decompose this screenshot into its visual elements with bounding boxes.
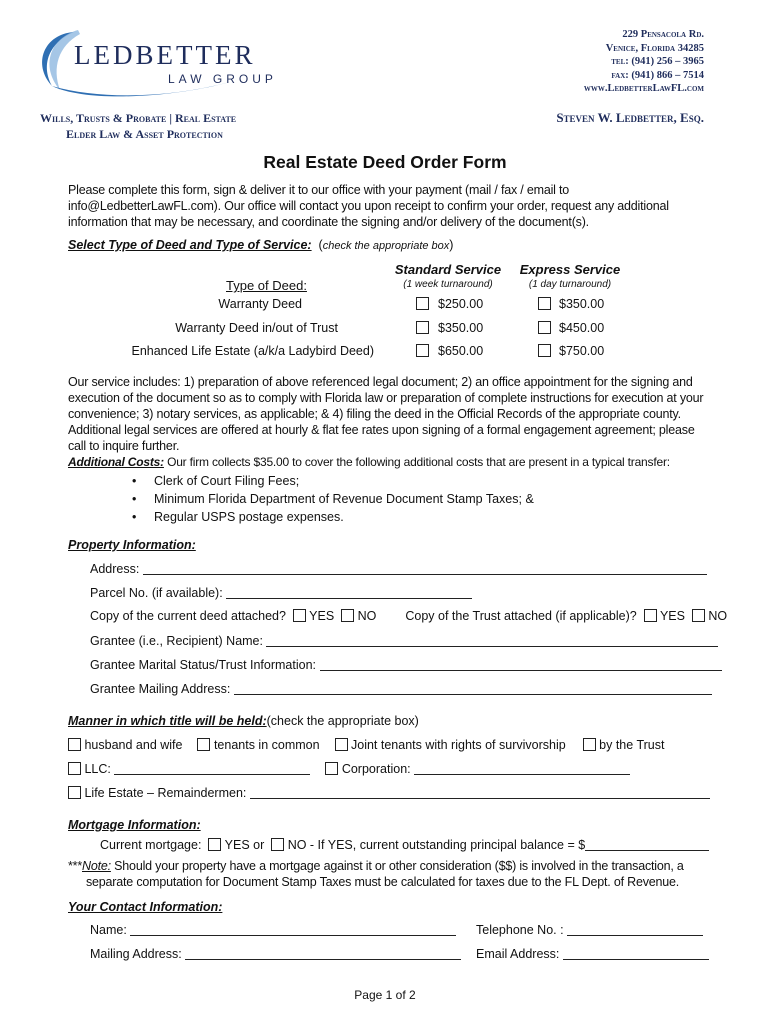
- select-deed-note: check the appropriate box: [322, 240, 450, 252]
- address-fax: fax: (941) 866 – 7514: [611, 69, 704, 81]
- mortgage-current-label: Current mortgage:: [100, 838, 202, 852]
- standard-checkbox[interactable]: [416, 321, 429, 334]
- mortgage-note: [68, 858, 708, 890]
- name-label: Name:: [90, 923, 127, 937]
- standard-turnaround: (1 week turnaround): [403, 279, 493, 290]
- express-checkbox[interactable]: [538, 321, 551, 334]
- tenants-common-label: tenants in common: [213, 738, 320, 752]
- express-price: $350.00: [559, 297, 605, 311]
- address-label: Address:: [90, 562, 140, 576]
- col-express-heading: [512, 262, 628, 290]
- tenants-common-checkbox[interactable]: [197, 738, 210, 751]
- title-held-label: Manner in which title will be held:: [68, 714, 267, 728]
- grantee-mail-label: Grantee Mailing Address:: [90, 682, 231, 696]
- name-input[interactable]: [130, 924, 456, 936]
- grantee-input[interactable]: [266, 635, 718, 647]
- logo: [30, 24, 280, 100]
- llc-label: LLC:: [84, 762, 111, 776]
- name-row: [90, 923, 456, 937]
- address-city: Venice, Florida 34285: [605, 42, 704, 54]
- phone-label: Telephone No. :: [476, 923, 564, 937]
- deed-name: Enhanced Life Estate (a/k/a Ladybird Deed): [131, 344, 374, 358]
- practice-line-2: Elder Law & Asset Protection: [66, 127, 223, 141]
- trust-copy-no-label: NO: [708, 609, 728, 623]
- address-row: [90, 562, 707, 576]
- mortgage-no-checkbox[interactable]: [271, 838, 284, 851]
- mortgage-heading: Mortgage Information:: [68, 818, 201, 832]
- husband-wife-checkbox[interactable]: [68, 738, 81, 751]
- joint-tenants-label: Joint tenants with rights of survivorship: [351, 738, 566, 752]
- phone-row: [476, 923, 703, 937]
- trust-copy-yes-checkbox[interactable]: [644, 609, 657, 622]
- standard-price: $650.00: [438, 344, 484, 358]
- husband-wife-label: husband and wife: [84, 738, 183, 752]
- deed-copy-yes-label: YES: [309, 609, 335, 623]
- life-estate-checkbox[interactable]: [68, 786, 81, 799]
- address-street: 229 Pensacola Rd.: [622, 29, 704, 40]
- col-deed-heading: Type of Deed:: [226, 278, 307, 293]
- corporation-checkbox[interactable]: [325, 762, 338, 775]
- standard-service-label: Standard Service: [394, 262, 502, 277]
- parcel-input[interactable]: [226, 587, 472, 599]
- grantee-mail-input[interactable]: [234, 683, 712, 695]
- deed-name: Warranty Deed: [218, 297, 302, 311]
- practice-areas: [40, 110, 236, 142]
- mortgage-balance-input[interactable]: [585, 839, 709, 851]
- llc-corp-row: [68, 762, 630, 776]
- phone-input[interactable]: [567, 924, 703, 936]
- note-prefix: ***: [68, 859, 82, 873]
- grantee-label: Grantee (i.e., Recipient) Name:: [90, 634, 263, 648]
- mailing-input[interactable]: [185, 948, 461, 960]
- additional-costs-text: Our firm collects $35.00 to cover the following additional costs that are present in a typical transfer:: [167, 455, 670, 469]
- additional-costs: [68, 455, 670, 469]
- parcel-row: [90, 586, 472, 600]
- title-options-row: [68, 738, 664, 752]
- service-description: Our service includes: 1) preparation of above referenced legal document; 2) an office appointment for the signing and execution of the document so as to comply with Florida law or preparation of complete instructions for execution at your convenience; 3) notary services, as applicable; & 4) filing the deed in the Official Records of the appropriate county. Additional legal services are offered at hourly & flat fee rates upon signing of a formal engagement agreement; please call to inquire further.: [68, 375, 704, 453]
- contact-heading: Your Contact Information:: [68, 900, 223, 914]
- trust-copy-yes-label: YES: [659, 609, 685, 623]
- note-label: Note:: [82, 859, 111, 873]
- mailing-label: Mailing Address:: [90, 947, 182, 961]
- grantee-mail-row: [90, 682, 712, 696]
- address-website[interactable]: www.LedbetterLawFL.com: [583, 83, 704, 94]
- express-price: $450.00: [559, 321, 605, 335]
- mortgage-or-label: or: [253, 838, 265, 852]
- grantee-status-label: Grantee Marital Status/Trust Information:: [90, 658, 317, 672]
- corporation-label: Corporation:: [341, 762, 411, 776]
- trust-copy-no-checkbox[interactable]: [692, 609, 705, 622]
- express-turnaround: (1 day turnaround): [528, 279, 612, 290]
- deed-copy-no-checkbox[interactable]: [341, 609, 354, 622]
- standard-checkbox[interactable]: [416, 297, 429, 310]
- logo-sub: LAW GROUP: [168, 72, 277, 86]
- title-held-note: (check the appropriate box): [266, 714, 419, 728]
- express-price: $750.00: [559, 344, 605, 358]
- deed-copy-label: Copy of the current deed attached?: [90, 609, 286, 623]
- standard-price: $250.00: [438, 297, 484, 311]
- title-held-heading: [68, 714, 419, 728]
- joint-tenants-checkbox[interactable]: [335, 738, 348, 751]
- mailing-row: [90, 947, 461, 961]
- page-number: Page 1 of 2: [354, 988, 416, 1002]
- costs-list: [132, 472, 534, 526]
- firm-address: [584, 28, 704, 96]
- deed-copy-no-label: NO: [357, 609, 377, 623]
- parcel-label: Parcel No. (if available):: [90, 586, 223, 600]
- col-standard-heading: [392, 262, 504, 290]
- form-title: Real Estate Deed Order Form: [263, 152, 507, 172]
- standard-price: $350.00: [438, 321, 484, 335]
- address-phone: tel: (941) 256 – 3965: [611, 56, 704, 67]
- additional-costs-label: Additional Costs:: [68, 455, 164, 469]
- bullet-icon: •: [132, 474, 137, 488]
- express-service-label: Express Service: [519, 262, 621, 277]
- life-estate-row: [68, 786, 710, 800]
- select-deed-label: Select Type of Deed and Type of Service:: [68, 238, 312, 252]
- life-estate-label: Life Estate – Remaindermen:: [84, 786, 247, 800]
- deed-name: Warranty Deed in/out of Trust: [175, 321, 338, 335]
- address-input[interactable]: [143, 563, 707, 575]
- express-checkbox[interactable]: [538, 297, 551, 310]
- grantee-status-input[interactable]: [320, 659, 722, 671]
- llc-input[interactable]: [114, 763, 310, 775]
- intro-text: Please complete this form, sign & deliver it to our office with your payment (mail / fax / email to info@LedbetterLawFL.com). Our office will contact you upon receipt to confirm your order, request any additional information that may be necessary, and coordinate the signing and/or delivery of the document(s).: [68, 183, 669, 229]
- bullet-icon: •: [132, 492, 137, 506]
- mortgage-yes-checkbox[interactable]: [208, 838, 221, 851]
- list-item: • Clerk of Court Filing Fees;: [132, 474, 300, 488]
- note-text: Should your property have a mortgage against it or other consideration ($$) is involved in the transaction, a separate computation for Document Stamp Taxes must be calculated for taxes due to the FL Dept. of Revenue.: [86, 859, 684, 889]
- llc-checkbox[interactable]: [68, 762, 81, 775]
- life-estate-input[interactable]: [250, 787, 710, 799]
- select-deed-heading: Select Type of Deed and Type of Service: (check the appropriate box): [68, 238, 454, 252]
- grantee-status-row: [90, 658, 722, 672]
- trust-copy-label: Copy of the Trust attached (if applicable)?: [405, 609, 637, 623]
- list-item: • Regular USPS postage expenses.: [132, 510, 344, 524]
- bullet-icon: •: [132, 510, 137, 524]
- attorney-name: Steven W. Ledbetter, Esq.: [556, 110, 704, 125]
- logo-name: LEDBETTER: [74, 40, 256, 70]
- corporation-input[interactable]: [414, 763, 630, 775]
- grantee-row: [90, 634, 718, 648]
- by-trust-label: by the Trust: [599, 738, 665, 752]
- practice-line-1: Wills, Trusts & Probate | Real Estate: [40, 111, 237, 125]
- mortgage-row: [100, 838, 709, 852]
- express-checkbox[interactable]: [538, 344, 551, 357]
- property-info-heading: Property Information:: [68, 538, 196, 552]
- by-trust-checkbox[interactable]: [583, 738, 596, 751]
- mortgage-yes-label: YES: [224, 838, 250, 852]
- deed-copy-yes-checkbox[interactable]: [293, 609, 306, 622]
- email-row: [476, 947, 709, 961]
- email-input[interactable]: [563, 948, 709, 960]
- mortgage-no-label: NO - If YES, current outstanding principal balance = $: [287, 838, 586, 852]
- standard-checkbox[interactable]: [416, 344, 429, 357]
- email-label: Email Address:: [476, 947, 560, 961]
- copies-row: [90, 609, 727, 623]
- list-item: • Minimum Florida Department of Revenue Document Stamp Taxes; &: [132, 492, 534, 506]
